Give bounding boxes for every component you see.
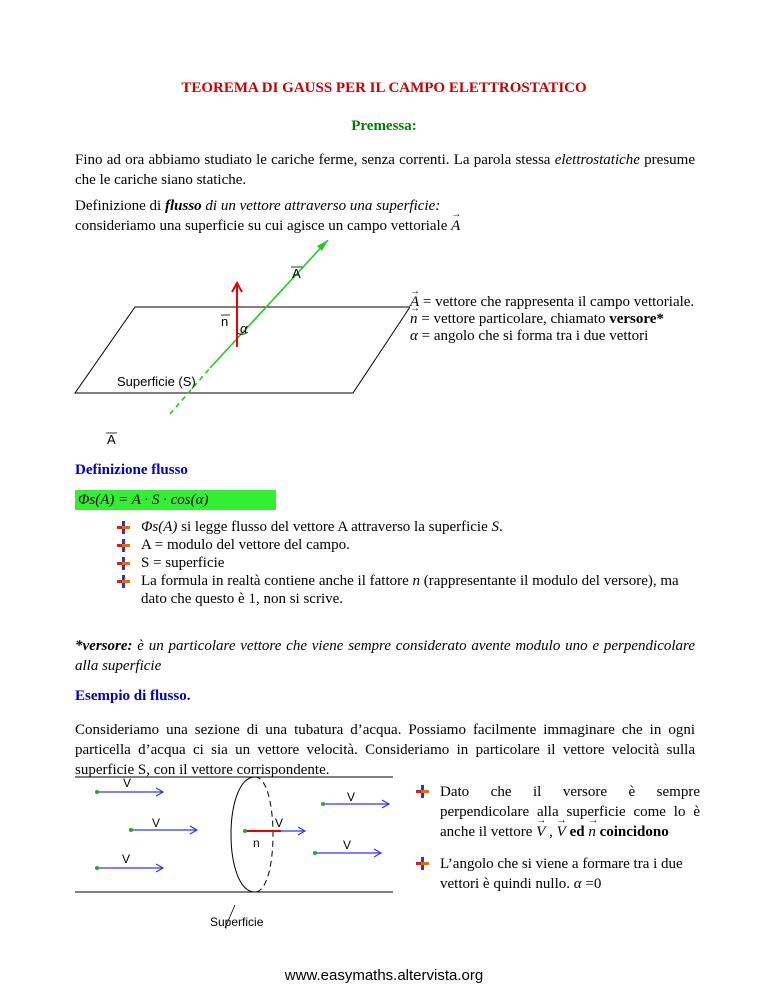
bullet-text: La formula in realtà contiene anche il fattore xyxy=(141,573,413,589)
v-symbol: → V xyxy=(557,822,566,842)
bullet-text: si legge flusso del vettore A attraverso la superficie xyxy=(177,519,492,535)
diagram-vector-label: A xyxy=(292,266,301,281)
section-point xyxy=(243,829,247,833)
bullet-item xyxy=(115,518,700,536)
intro-text: Fino ad ora abbiamo studiato le cariche ferme, senza correnti. La parola stessa xyxy=(75,152,555,168)
v-label: V xyxy=(123,776,132,790)
bullet-italic: n xyxy=(412,573,421,589)
n-label: n xyxy=(253,836,260,850)
bullet-symbol: Φs(A) xyxy=(141,519,178,535)
intro-text-end: presume che le cariche siano statiche. xyxy=(75,152,695,188)
flux-def-bold: flusso xyxy=(164,198,202,214)
intro-emphasis: elettrostatiche xyxy=(554,152,640,168)
flux-diagram xyxy=(60,240,410,455)
premise-heading: Premessa: xyxy=(351,118,417,134)
field-vector xyxy=(210,240,328,368)
pin-bullet-icon xyxy=(416,785,429,798)
flux-formula: Φs(A) = A · S · cos(α) xyxy=(75,490,276,510)
bullet-item xyxy=(115,554,700,572)
intro-paragraph xyxy=(75,150,695,190)
section-back xyxy=(255,777,273,892)
velocity-arrow xyxy=(129,816,197,834)
velocity-arrow xyxy=(95,776,163,796)
diagram-angle-label: α xyxy=(240,321,248,336)
example-heading: Esempio di flusso. xyxy=(75,688,191,704)
formula-bullets xyxy=(115,518,700,608)
bullet-value: =0 xyxy=(581,876,602,892)
diagram2-surface-label: Superficie xyxy=(210,915,264,929)
bullet-text: L’angolo che si viene a formare tra i due vettori è quindi nullo. xyxy=(440,856,683,892)
bullet-end: . xyxy=(499,519,503,535)
legend-n-bold: versore* xyxy=(609,311,664,327)
legend-a-symbol: → A xyxy=(410,294,419,311)
bullet-item xyxy=(414,854,700,894)
bullet-bold: coincidono xyxy=(595,824,669,840)
footer-url[interactable]: www.easymaths.altervista.org xyxy=(284,967,484,984)
v-label: V xyxy=(122,852,131,866)
diagram-normal-label: n xyxy=(221,314,229,329)
flux-definition xyxy=(75,196,695,236)
alpha-symbol: α xyxy=(573,876,582,892)
legend-alpha xyxy=(410,328,695,345)
legend-a-text: = vettore che rappresenta il campo vettoriale. xyxy=(419,294,695,310)
v-symbol: → V xyxy=(536,822,545,842)
flux-def-line2: consideriamo una superficie su cui agisce un campo vettoriale xyxy=(75,218,452,234)
page-title: TEOREMA DI GAUSS PER IL CAMPO ELETTROSTATICO xyxy=(181,80,587,96)
versore-note xyxy=(75,636,695,676)
legend-a xyxy=(410,294,695,311)
pin-bullet-icon xyxy=(117,575,130,588)
pin-bullet-icon xyxy=(117,539,130,552)
bullet-bold: ed xyxy=(565,824,589,840)
legend-alpha-symbol: α xyxy=(410,328,418,344)
flux-def-prefix: Definizione di xyxy=(75,198,165,214)
v-label: V xyxy=(275,816,284,830)
bullet-item xyxy=(115,536,700,554)
diagram-surface-label: Superficie (S) xyxy=(117,374,196,389)
diagram-vector-label-bottom: A xyxy=(107,432,116,447)
vector-a-symbol: → A xyxy=(451,216,460,236)
flux-def-italic: di un vettore attraverso una superficie: xyxy=(201,198,441,214)
bullet-item xyxy=(115,572,700,608)
velocity-arrow xyxy=(95,852,163,872)
legend-alpha-text: = angolo che si forma tra i due vettori xyxy=(417,328,649,344)
diagram-legend xyxy=(410,294,695,345)
legend-n xyxy=(410,311,695,328)
example-bullets xyxy=(414,782,700,894)
bullet-italic: S xyxy=(491,519,499,535)
v-label: V xyxy=(152,816,161,830)
bullet-text-end: (rappresentante il modulo del versore), ma dato che questo è 1, non si scrive. xyxy=(141,573,679,607)
pin-bullet-icon xyxy=(117,521,130,534)
pipe-diagram xyxy=(75,775,405,940)
n-symbol: → n xyxy=(588,822,596,842)
velocity-arrow xyxy=(321,790,389,808)
bullet-text: Dato che il versore è sempre perpendicolare alla superficie come lo è anche il vettore xyxy=(440,784,700,840)
section-front xyxy=(231,777,255,892)
bullet-sep: , xyxy=(545,824,557,840)
legend-n-text: = vettore particolare, chiamato xyxy=(417,311,610,327)
pin-bullet-icon xyxy=(416,857,429,870)
bullet-text: S = superficie xyxy=(141,555,225,571)
versore-note-text: è un particolare vettore che viene sempre considerato avente modulo uno e perpendicolare alla superficie xyxy=(75,638,695,674)
pin-bullet-icon xyxy=(117,557,130,570)
velocity-arrow xyxy=(313,838,381,857)
definition-heading: Definizione flusso xyxy=(75,462,188,478)
v-label: V xyxy=(343,838,352,852)
v-label: V xyxy=(347,790,356,804)
legend-n-symbol: → n xyxy=(410,311,418,328)
bullet-item xyxy=(414,782,700,842)
versore-note-bold: *versore: xyxy=(75,638,133,654)
bullet-text: A = modulo del vettore del campo. xyxy=(141,537,350,553)
example-paragraph: Consideriamo una sezione di una tubatura d’acqua. Possiamo facilmente immaginare che in ogni particella d’acqua ci sia un vettore velocità. Consideriamo in particolare il vettore velocità sulla superficie S, con il vettore corrispondente. xyxy=(75,722,695,778)
